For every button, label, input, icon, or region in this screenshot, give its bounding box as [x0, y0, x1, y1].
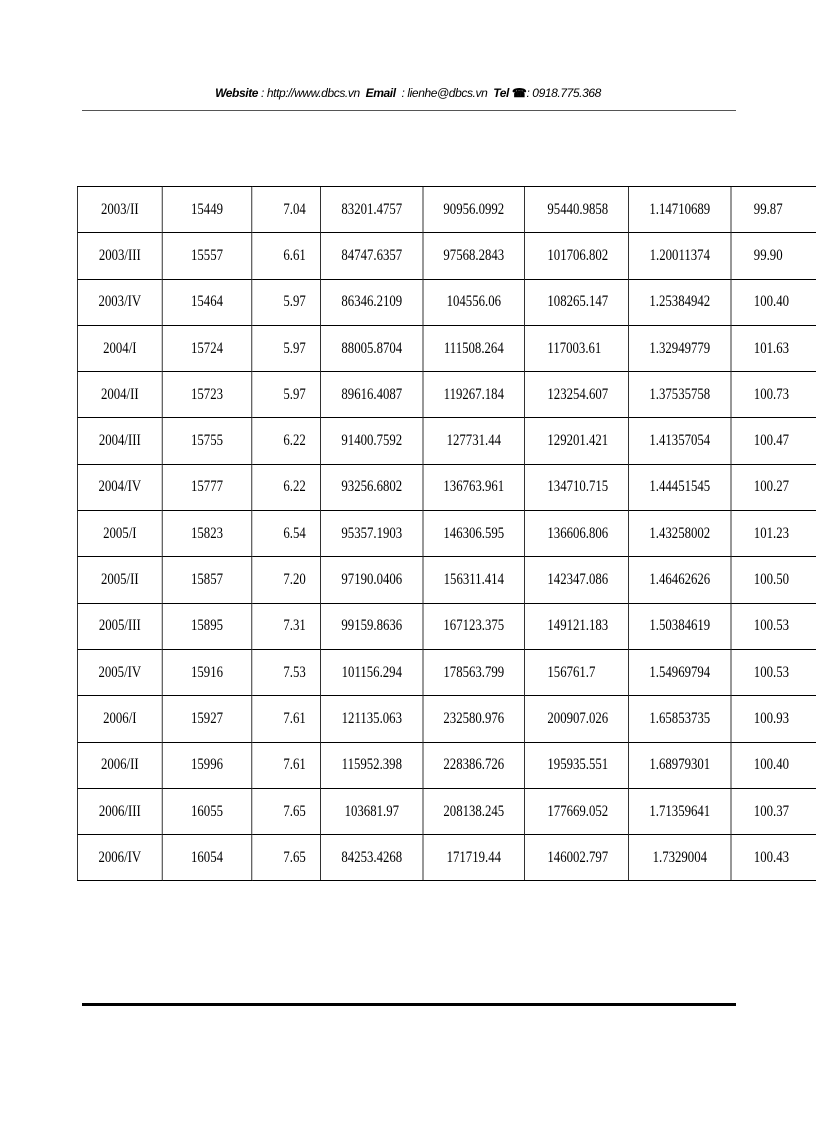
table-cell: 2005/IV [77, 649, 162, 695]
table-cell: 100.27 [731, 464, 816, 510]
table-row [77, 418, 816, 464]
table-cell: 6.22 [252, 464, 321, 510]
table-cell: 100.93 [731, 696, 816, 742]
table-cell: 6.22 [252, 418, 321, 464]
table-cell: 100.37 [731, 788, 816, 834]
table-cell: 177669.052 [525, 788, 629, 834]
table-cell: 208138.245 [423, 788, 525, 834]
table-cell: 1.65853735 [629, 696, 731, 742]
table-cell: 16055 [162, 788, 252, 834]
table-cell: 103681.97 [321, 788, 423, 834]
table-row [77, 835, 816, 881]
table-cell: 146002.797 [525, 835, 629, 881]
table-cell: 15557 [162, 233, 252, 279]
table-cell: 1.32949779 [629, 325, 731, 371]
table-cell: 228386.726 [423, 742, 525, 788]
tel-value: : 0918.775.368 [526, 86, 601, 100]
table-cell: 2004/IV [77, 464, 162, 510]
table-cell: 84747.6357 [321, 233, 423, 279]
table-cell: 15927 [162, 696, 252, 742]
table-cell: 7.61 [252, 742, 321, 788]
table-cell: 146306.595 [423, 511, 525, 557]
table-cell: 15464 [162, 279, 252, 325]
table-cell: 156311.414 [423, 557, 525, 603]
table-cell: 2003/II [77, 187, 162, 233]
table-cell: 7.65 [252, 835, 321, 881]
table-cell: 2006/IV [77, 835, 162, 881]
table-cell: 178563.799 [423, 649, 525, 695]
table-cell: 15996 [162, 742, 252, 788]
table-cell: 7.04 [252, 187, 321, 233]
table-cell: 1.54969794 [629, 649, 731, 695]
table-cell: 90956.0992 [423, 187, 525, 233]
table-cell: 167123.375 [423, 603, 525, 649]
table-cell: 6.54 [252, 511, 321, 557]
table-row [77, 187, 816, 233]
email-value: : lienhe@dbcs.vn [401, 86, 488, 100]
table-cell: 101706.802 [525, 233, 629, 279]
table-cell: 2006/II [77, 742, 162, 788]
table-cell: 100.40 [731, 742, 816, 788]
table-cell: 100.47 [731, 418, 816, 464]
table-cell: 86346.2109 [321, 279, 423, 325]
table-cell: 101.23 [731, 511, 816, 557]
table-cell: 2005/II [77, 557, 162, 603]
table-cell: 7.31 [252, 603, 321, 649]
table-cell: 5.97 [252, 279, 321, 325]
table-cell: 15449 [162, 187, 252, 233]
table-cell: 101.63 [731, 325, 816, 371]
header-divider [82, 110, 736, 111]
table-cell: 136763.961 [423, 464, 525, 510]
table-cell: 2004/III [77, 418, 162, 464]
table-cell: 95357.1903 [321, 511, 423, 557]
table-cell: 15916 [162, 649, 252, 695]
table-cell: 1.7329004 [629, 835, 731, 881]
table-cell: 2004/II [77, 372, 162, 418]
table-cell: 1.14710689 [629, 187, 731, 233]
table-row [77, 696, 816, 742]
table-cell: 84253.4268 [321, 835, 423, 881]
table-cell: 123254.607 [525, 372, 629, 418]
table-cell: 93256.6802 [321, 464, 423, 510]
table-cell: 15755 [162, 418, 252, 464]
table-cell: 91400.7592 [321, 418, 423, 464]
table-cell: 1.25384942 [629, 279, 731, 325]
table-cell: 7.53 [252, 649, 321, 695]
data-table [77, 186, 816, 881]
table-cell: 6.61 [252, 233, 321, 279]
website-value: : http://www.dbcs.vn [261, 86, 360, 100]
table-cell: 2003/IV [77, 279, 162, 325]
table-cell: 100.53 [731, 649, 816, 695]
table-cell: 111508.264 [423, 325, 525, 371]
phone-icon: ☎ [511, 86, 527, 100]
table-cell: 1.43258002 [629, 511, 731, 557]
table-cell: 2003/III [77, 233, 162, 279]
table-cell: 2004/I [77, 325, 162, 371]
table-cell: 2006/I [77, 696, 162, 742]
table-cell: 1.37535758 [629, 372, 731, 418]
table-row [77, 603, 816, 649]
table-cell: 142347.086 [525, 557, 629, 603]
table-cell: 156761.7 [525, 649, 629, 695]
table-cell: 1.50384619 [629, 603, 731, 649]
table-cell: 95440.9858 [525, 187, 629, 233]
table-cell: 127731.44 [423, 418, 525, 464]
table-row [77, 279, 816, 325]
table-cell: 97568.2843 [423, 233, 525, 279]
table-cell: 195935.551 [525, 742, 629, 788]
table-cell: 1.68979301 [629, 742, 731, 788]
table-cell: 121135.063 [321, 696, 423, 742]
tel-label: Tel [493, 86, 509, 100]
table-cell: 149121.183 [525, 603, 629, 649]
table-cell: 15724 [162, 325, 252, 371]
table-cell: 100.53 [731, 603, 816, 649]
email-label: Email [365, 86, 396, 100]
table-cell: 99159.8636 [321, 603, 423, 649]
table-cell: 7.65 [252, 788, 321, 834]
table-cell: 99.87 [731, 187, 816, 233]
table-cell: 1.46462626 [629, 557, 731, 603]
table-cell: 89616.4087 [321, 372, 423, 418]
table-cell: 134710.715 [525, 464, 629, 510]
table-cell: 104556.06 [423, 279, 525, 325]
table-cell: 129201.421 [525, 418, 629, 464]
table-cell: 15895 [162, 603, 252, 649]
table-cell: 2005/III [77, 603, 162, 649]
table-cell: 136606.806 [525, 511, 629, 557]
table-cell: 1.41357054 [629, 418, 731, 464]
page-header [0, 86, 816, 100]
table-cell: 115952.398 [321, 742, 423, 788]
table-row [77, 788, 816, 834]
table-row [77, 325, 816, 371]
table-row [77, 649, 816, 695]
table-cell: 15723 [162, 372, 252, 418]
table-row [77, 372, 816, 418]
table-cell: 1.71359641 [629, 788, 731, 834]
table-body [77, 187, 816, 881]
table-cell: 117003.61 [525, 325, 629, 371]
footer-divider [82, 1003, 736, 1006]
table-cell: 2006/III [77, 788, 162, 834]
table-cell: 119267.184 [423, 372, 525, 418]
table-cell: 16054 [162, 835, 252, 881]
table-cell: 100.73 [731, 372, 816, 418]
table-cell: 200907.026 [525, 696, 629, 742]
table-cell: 1.20011374 [629, 233, 731, 279]
table-cell: 100.50 [731, 557, 816, 603]
table-row [77, 464, 816, 510]
table-cell: 15823 [162, 511, 252, 557]
table-cell: 1.44451545 [629, 464, 731, 510]
table-cell: 88005.8704 [321, 325, 423, 371]
table-cell: 7.20 [252, 557, 321, 603]
table-row [77, 557, 816, 603]
table-cell: 97190.0406 [321, 557, 423, 603]
table-cell: 100.43 [731, 835, 816, 881]
table-cell: 5.97 [252, 325, 321, 371]
table-cell: 83201.4757 [321, 187, 423, 233]
table-cell: 2005/I [77, 511, 162, 557]
website-label: Website [215, 86, 259, 100]
table-cell: 15857 [162, 557, 252, 603]
table-cell: 100.40 [731, 279, 816, 325]
table-cell: 108265.147 [525, 279, 629, 325]
table-cell: 232580.976 [423, 696, 525, 742]
table-row [77, 511, 816, 557]
table-cell: 15777 [162, 464, 252, 510]
table-row [77, 742, 816, 788]
table-cell: 5.97 [252, 372, 321, 418]
table-cell: 171719.44 [423, 835, 525, 881]
table-cell: 101156.294 [321, 649, 423, 695]
table-cell: 7.61 [252, 696, 321, 742]
table-cell: 99.90 [731, 233, 816, 279]
table-row [77, 233, 816, 279]
